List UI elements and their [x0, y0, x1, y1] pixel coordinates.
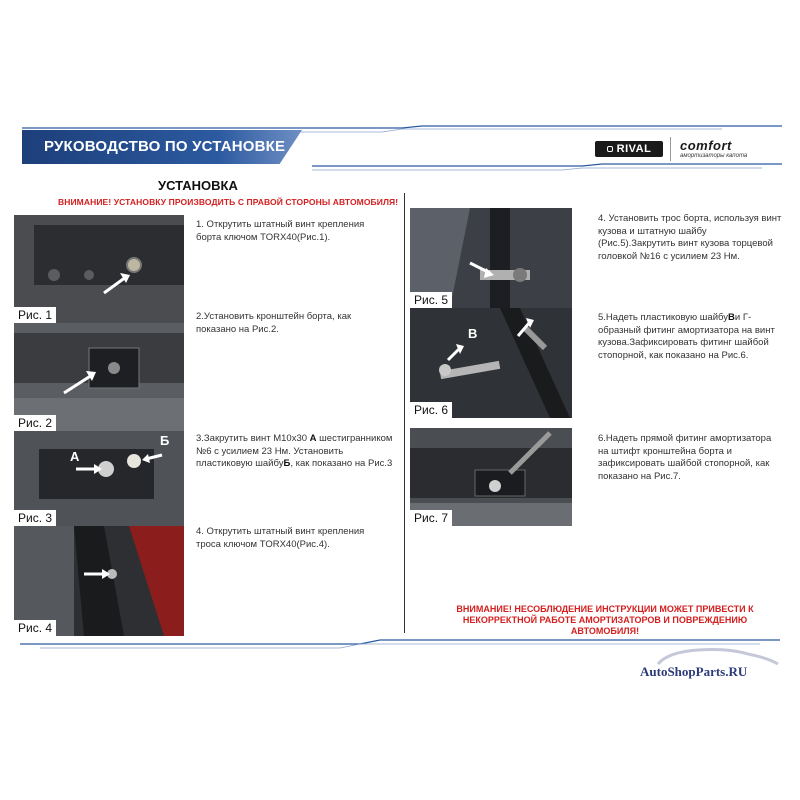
page-title: РУКОВОДСТВО ПО УСТАНОВКЕ — [44, 138, 286, 155]
warning-bottom: ВНИМАНИЕ! НЕСОБЛЮДЕНИЕ ИНСТРУКЦИИ МОЖЕТ ПРИВЕСТИ К НЕКОРРЕКТНОЙ РАБОТЕ АМОРТИЗАТОРОВ И ПОВРЕЖДЕНИЮ АВТОМОБИЛЯ! — [456, 604, 754, 636]
figure-3-photo — [14, 431, 184, 526]
step-3-part-3: , как показано на Рис.3 — [290, 458, 393, 469]
figure-3-label: Рис. 3 — [14, 510, 56, 526]
section-title: УСТАНОВКА — [158, 178, 238, 193]
rival-logo — [595, 141, 663, 157]
figure-3-marker-b: Б — [160, 433, 170, 448]
step-6-marker-b: В — [728, 312, 735, 323]
step-7-text: 6.Надеть прямой фитинг амортизатора на штифт кронштейна борта и зафиксировать шайбой стопорной, как показано на Рис.7. — [598, 433, 772, 482]
logo-divider — [670, 137, 671, 161]
figure-2-label: Рис. 2 — [14, 415, 56, 431]
step-6-part-2: и Г-образный фитинг амортизатора на винт кузова.Зафиксировать фитинг шайбой стопорной, как показано на Рис.6. — [598, 312, 775, 361]
comfort-logo-subtitle: амортизаторы капота — [680, 153, 748, 159]
step-6-text — [598, 312, 783, 362]
step-3-part-1: 3.Закрутить винт М10х30 — [196, 433, 310, 444]
step-3-text — [196, 433, 396, 471]
warning-top: ВНИМАНИЕ! УСТАНОВКУ ПРОИЗВОДИТЬ С ПРАВОЙ СТОРОНЫ АВТОМОБИЛЯ! — [58, 197, 399, 207]
step-3-part-2: шестигранником №6 с усилием 23 Нм. Установить пластиковую шайбу — [196, 433, 393, 469]
figure-6-photo — [410, 308, 572, 418]
step-1-text: 1. Открутить штатный винт крепления борта ключом TORX40(Рис.1). — [196, 219, 365, 243]
step-2-text: 2.Установить кронштейн борта, как показано на Рис.2. — [196, 311, 352, 335]
step-3-marker-a: А — [309, 433, 317, 444]
comfort-logo: comfort — [680, 138, 732, 153]
step-5-text: 4. Установить трос борта, используя винт кузова и штатную шайбу (Рис.5).Закрутить винт кузова торцевой головкой №16 с усилием 23 Нм. — [598, 213, 782, 262]
rival-logo-icon — [607, 146, 613, 152]
figure-1-photo — [14, 215, 184, 323]
step-3-marker-b: Б — [283, 458, 291, 469]
watermark: AutoShopParts.RU — [640, 664, 748, 679]
step-4-text: 4. Открутить штатный винт крепления троса ключом TORX40(Рис.4). — [196, 526, 365, 550]
rival-logo-text: RIVAL — [616, 143, 652, 155]
figure-4-label: Рис. 4 — [14, 620, 56, 636]
figure-5-photo — [410, 208, 572, 308]
column-divider — [404, 193, 405, 633]
figure-7-label: Рис. 7 — [410, 510, 452, 526]
figure-7-photo — [410, 428, 572, 526]
figure-6-label: Рис. 6 — [410, 402, 452, 418]
step-6-part-1: 5.Надеть пластиковую шайбу — [598, 312, 728, 323]
figure-4-photo — [14, 526, 184, 636]
figure-5-label: Рис. 5 — [410, 292, 452, 308]
figure-2-photo — [14, 323, 184, 431]
figure-6-marker-b: В — [468, 326, 478, 341]
figure-1-label: Рис. 1 — [14, 307, 56, 323]
figure-3-marker-a: А — [70, 449, 80, 464]
